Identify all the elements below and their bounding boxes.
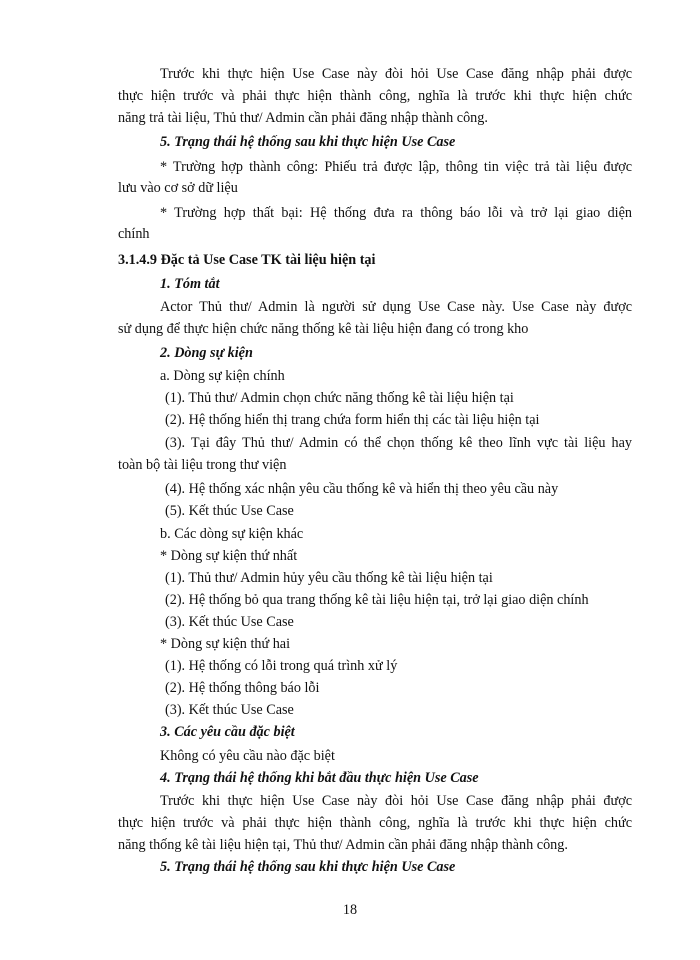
text-line: toàn bộ tài liệu trong thư viện bbox=[118, 457, 287, 473]
heading-line: 5. Trạng thái hệ thống sau khi thực hiện Use Case bbox=[160, 134, 456, 150]
text-line: năng thống kê tài liệu hiện tại, Thủ thư/ Admin cần phải đăng nhập thành công. bbox=[118, 837, 568, 853]
heading-line: 3.1.4.9 Đặc tả Use Case TK tài liệu hiện tại bbox=[118, 252, 376, 268]
text-line: Không có yêu cầu nào đặc biệt bbox=[160, 748, 335, 764]
text-line: Trước khi thực hiện Use Case này đòi hỏi Use Case đăng nhập phải được bbox=[160, 66, 632, 82]
heading-line: 5. Trạng thái hệ thống sau khi thực hiện Use Case bbox=[160, 859, 456, 875]
text-line: chính bbox=[118, 226, 150, 242]
text-line: (5). Kết thúc Use Case bbox=[165, 503, 294, 519]
text-line: (3). Kết thúc Use Case bbox=[165, 702, 294, 718]
text-line: Trước khi thực hiện Use Case này đòi hỏi Use Case đăng nhập phải được bbox=[160, 793, 632, 809]
text-line: (2). Hệ thống thông báo lỗi bbox=[165, 680, 320, 696]
heading-line: 2. Dòng sự kiện bbox=[160, 345, 253, 361]
text-line: (3). Kết thúc Use Case bbox=[165, 614, 294, 630]
heading-line: 3. Các yêu cầu đặc biệt bbox=[160, 724, 295, 740]
text-line: (1). Thủ thư/ Admin chọn chức năng thống kê tài liệu hiện tại bbox=[165, 390, 514, 406]
page-number: 18 bbox=[342, 902, 358, 918]
text-line: Actor Thủ thư/ Admin là người sử dụng Use Case này. Use Case này được bbox=[160, 299, 632, 315]
text-line: (2). Hệ thống bỏ qua trang thống kê tài liệu hiện tại, trở lại giao diện chính bbox=[165, 592, 589, 608]
text-line: lưu vào cơ sở dữ liệu bbox=[118, 180, 238, 196]
text-line: * Dòng sự kiện thứ hai bbox=[160, 636, 291, 652]
text-line: (1). Thủ thư/ Admin hủy yêu cầu thống kê tài liệu hiện tại bbox=[165, 570, 493, 586]
text-line: (3). Tại đây Thủ thư/ Admin có thể chọn thống kê theo lĩnh vực tài liệu hay bbox=[165, 435, 632, 451]
text-line: sử dụng để thực hiện chức năng thống kê tài liệu hiện đang có trong kho bbox=[118, 321, 529, 337]
text-line: * Dòng sự kiện thứ nhất bbox=[160, 548, 298, 564]
text-line: (4). Hệ thống xác nhận yêu cầu thống kê và hiển thị theo yêu cầu này bbox=[165, 481, 559, 497]
text-line: thực hiện trước và phải thực hiện thành công, nghĩa là trước khi thực hiện chức bbox=[118, 815, 632, 831]
text-line: (1). Hệ thống có lỗi trong quá trình xử lý bbox=[165, 658, 398, 674]
text-line: thực hiện trước và phải thực hiện thành công, nghĩa là trước khi thực hiện chức bbox=[118, 88, 632, 104]
text-line: * Trường hợp thất bại: Hệ thống đưa ra thông báo lỗi và trở lại giao diện bbox=[160, 205, 632, 221]
text-line: (2). Hệ thống hiển thị trang chứa form hiển thị các tài liệu hiện tại bbox=[165, 412, 540, 428]
text-line: b. Các dòng sự kiện khác bbox=[160, 526, 304, 542]
text-line: a. Dòng sự kiện chính bbox=[160, 368, 285, 384]
text-line: năng trả tài liệu, Thủ thư/ Admin cần phải đăng nhập thành công. bbox=[118, 110, 488, 126]
text-line: * Trường hợp thành công: Phiếu trả được lập, thông tin việc trả tài liệu được bbox=[160, 159, 632, 175]
heading-line: 1. Tóm tắt bbox=[160, 276, 220, 292]
heading-line: 4. Trạng thái hệ thống khi bắt đầu thực hiện Use Case bbox=[160, 770, 479, 786]
